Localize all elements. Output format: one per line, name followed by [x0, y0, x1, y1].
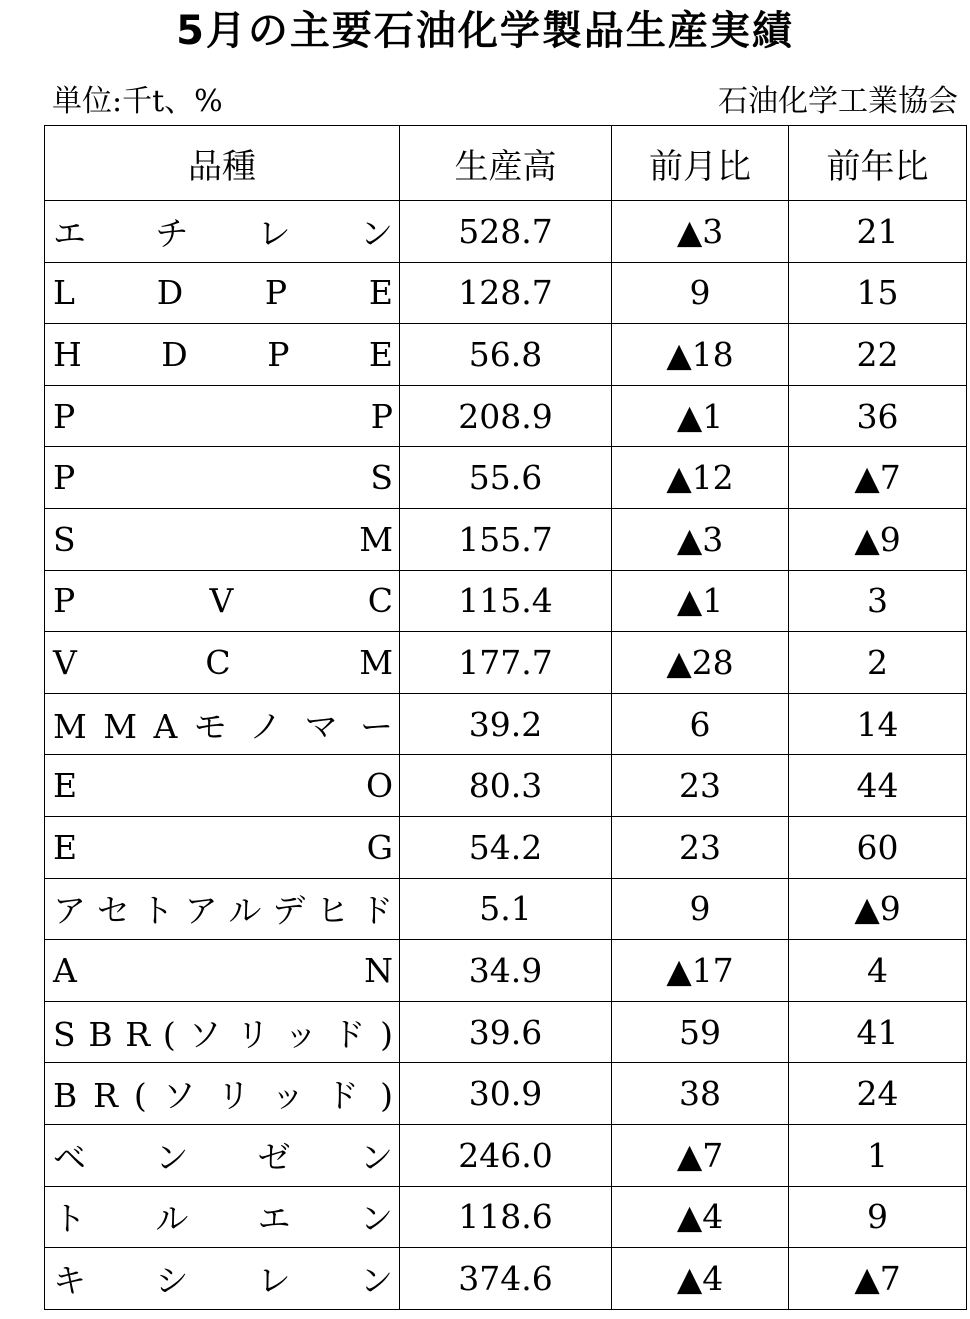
table-row: [45, 1063, 967, 1125]
product-name-cell: ア セ ト ア ル デ ヒ ド: [45, 878, 400, 940]
production-cell: 54.2: [400, 816, 612, 878]
month-over-month-cell: 9: [612, 878, 789, 940]
product-name-cell: P V C: [45, 570, 400, 632]
year-over-year-cell: 1: [789, 1124, 967, 1186]
year-over-year-cell: 60: [789, 816, 967, 878]
year-over-year-cell: 14: [789, 693, 967, 755]
production-cell: 118.6: [400, 1186, 612, 1248]
month-over-month-cell: 23: [612, 755, 789, 817]
table-row: [45, 385, 967, 447]
year-over-year-cell: 24: [789, 1063, 967, 1125]
product-name-cell: B R ( ソ リ ッ ド ): [45, 1063, 400, 1125]
year-over-year-cell: 22: [789, 324, 967, 386]
production-cell: 115.4: [400, 570, 612, 632]
table-row: [45, 755, 967, 817]
year-over-year-cell: ▲9: [789, 508, 967, 570]
production-cell: 208.9: [400, 385, 612, 447]
month-over-month-cell: ▲12: [612, 447, 789, 509]
month-over-month-cell: ▲1: [612, 385, 789, 447]
product-name-cell: M M A モ ノ マ ー: [45, 693, 400, 755]
production-cell: 80.3: [400, 755, 612, 817]
month-over-month-cell: 9: [612, 262, 789, 324]
production-cell: 155.7: [400, 508, 612, 570]
month-over-month-cell: ▲3: [612, 201, 789, 263]
product-name-cell: P P: [45, 385, 400, 447]
header-month-over-month: 前月比: [612, 126, 789, 201]
production-cell: 5.1: [400, 878, 612, 940]
table-row: [45, 570, 967, 632]
production-table: [44, 125, 967, 1310]
table-row: [45, 1124, 967, 1186]
product-name-cell: S M: [45, 508, 400, 570]
table-row: [45, 878, 967, 940]
product-name-cell: ベ ン ゼ ン: [45, 1124, 400, 1186]
unit-label: 単位:千t、%: [52, 84, 223, 119]
product-name-cell: V C M: [45, 632, 400, 694]
source-label: 石油化学工業協会: [718, 84, 958, 119]
table-row: [45, 324, 967, 386]
year-over-year-cell: 21: [789, 201, 967, 263]
product-name-cell: E G: [45, 816, 400, 878]
production-cell: 55.6: [400, 447, 612, 509]
production-cell: 30.9: [400, 1063, 612, 1125]
table-row: [45, 693, 967, 755]
table-row: [45, 1001, 967, 1063]
product-name-cell: E O: [45, 755, 400, 817]
year-over-year-cell: 9: [789, 1186, 967, 1248]
month-over-month-cell: 6: [612, 693, 789, 755]
production-cell: 528.7: [400, 201, 612, 263]
month-over-month-cell: 38: [612, 1063, 789, 1125]
product-name-cell: H D P E: [45, 324, 400, 386]
month-over-month-cell: ▲18: [612, 324, 789, 386]
table-header-row: [45, 126, 967, 201]
table-row: [45, 447, 967, 509]
year-over-year-cell: ▲9: [789, 878, 967, 940]
table-row: [45, 940, 967, 1002]
production-cell: 56.8: [400, 324, 612, 386]
product-name-cell: キ シ レ ン: [45, 1248, 400, 1310]
product-name-cell: S B R ( ソ リ ッ ド ): [45, 1001, 400, 1063]
product-name-cell: P S: [45, 447, 400, 509]
month-over-month-cell: ▲1: [612, 570, 789, 632]
production-cell: 246.0: [400, 1124, 612, 1186]
header-product: 品種: [45, 126, 400, 201]
production-cell: 39.6: [400, 1001, 612, 1063]
table-row: [45, 632, 967, 694]
table-row: [45, 508, 967, 570]
month-over-month-cell: ▲4: [612, 1248, 789, 1310]
header-year-over-year: 前年比: [789, 126, 967, 201]
production-cell: 374.6: [400, 1248, 612, 1310]
production-cell: 177.7: [400, 632, 612, 694]
header-production: 生産高: [400, 126, 612, 201]
year-over-year-cell: ▲7: [789, 447, 967, 509]
year-over-year-cell: 3: [789, 570, 967, 632]
product-name-cell: A N: [45, 940, 400, 1002]
table-row: [45, 201, 967, 263]
month-over-month-cell: ▲7: [612, 1124, 789, 1186]
month-over-month-cell: ▲4: [612, 1186, 789, 1248]
year-over-year-cell: 4: [789, 940, 967, 1002]
year-over-year-cell: 36: [789, 385, 967, 447]
product-name-cell: ト ル エ ン: [45, 1186, 400, 1248]
month-over-month-cell: 23: [612, 816, 789, 878]
table-row: [45, 1248, 967, 1310]
product-name-cell: L D P E: [45, 262, 400, 324]
production-cell: 34.9: [400, 940, 612, 1002]
month-over-month-cell: ▲28: [612, 632, 789, 694]
year-over-year-cell: 15: [789, 262, 967, 324]
product-name-cell: エ チ レ ン: [45, 201, 400, 263]
year-over-year-cell: 41: [789, 1001, 967, 1063]
production-cell: 39.2: [400, 693, 612, 755]
table-body: [45, 201, 967, 1310]
year-over-year-cell: 2: [789, 632, 967, 694]
month-over-month-cell: ▲3: [612, 508, 789, 570]
year-over-year-cell: 44: [789, 755, 967, 817]
table-row: [45, 816, 967, 878]
month-over-month-cell: 59: [612, 1001, 789, 1063]
table-row: [45, 262, 967, 324]
month-over-month-cell: ▲17: [612, 940, 789, 1002]
table-row: [45, 1186, 967, 1248]
year-over-year-cell: ▲7: [789, 1248, 967, 1310]
production-cell: 128.7: [400, 262, 612, 324]
page-title: 5月の主要石油化学製品生産実績: [176, 8, 794, 54]
